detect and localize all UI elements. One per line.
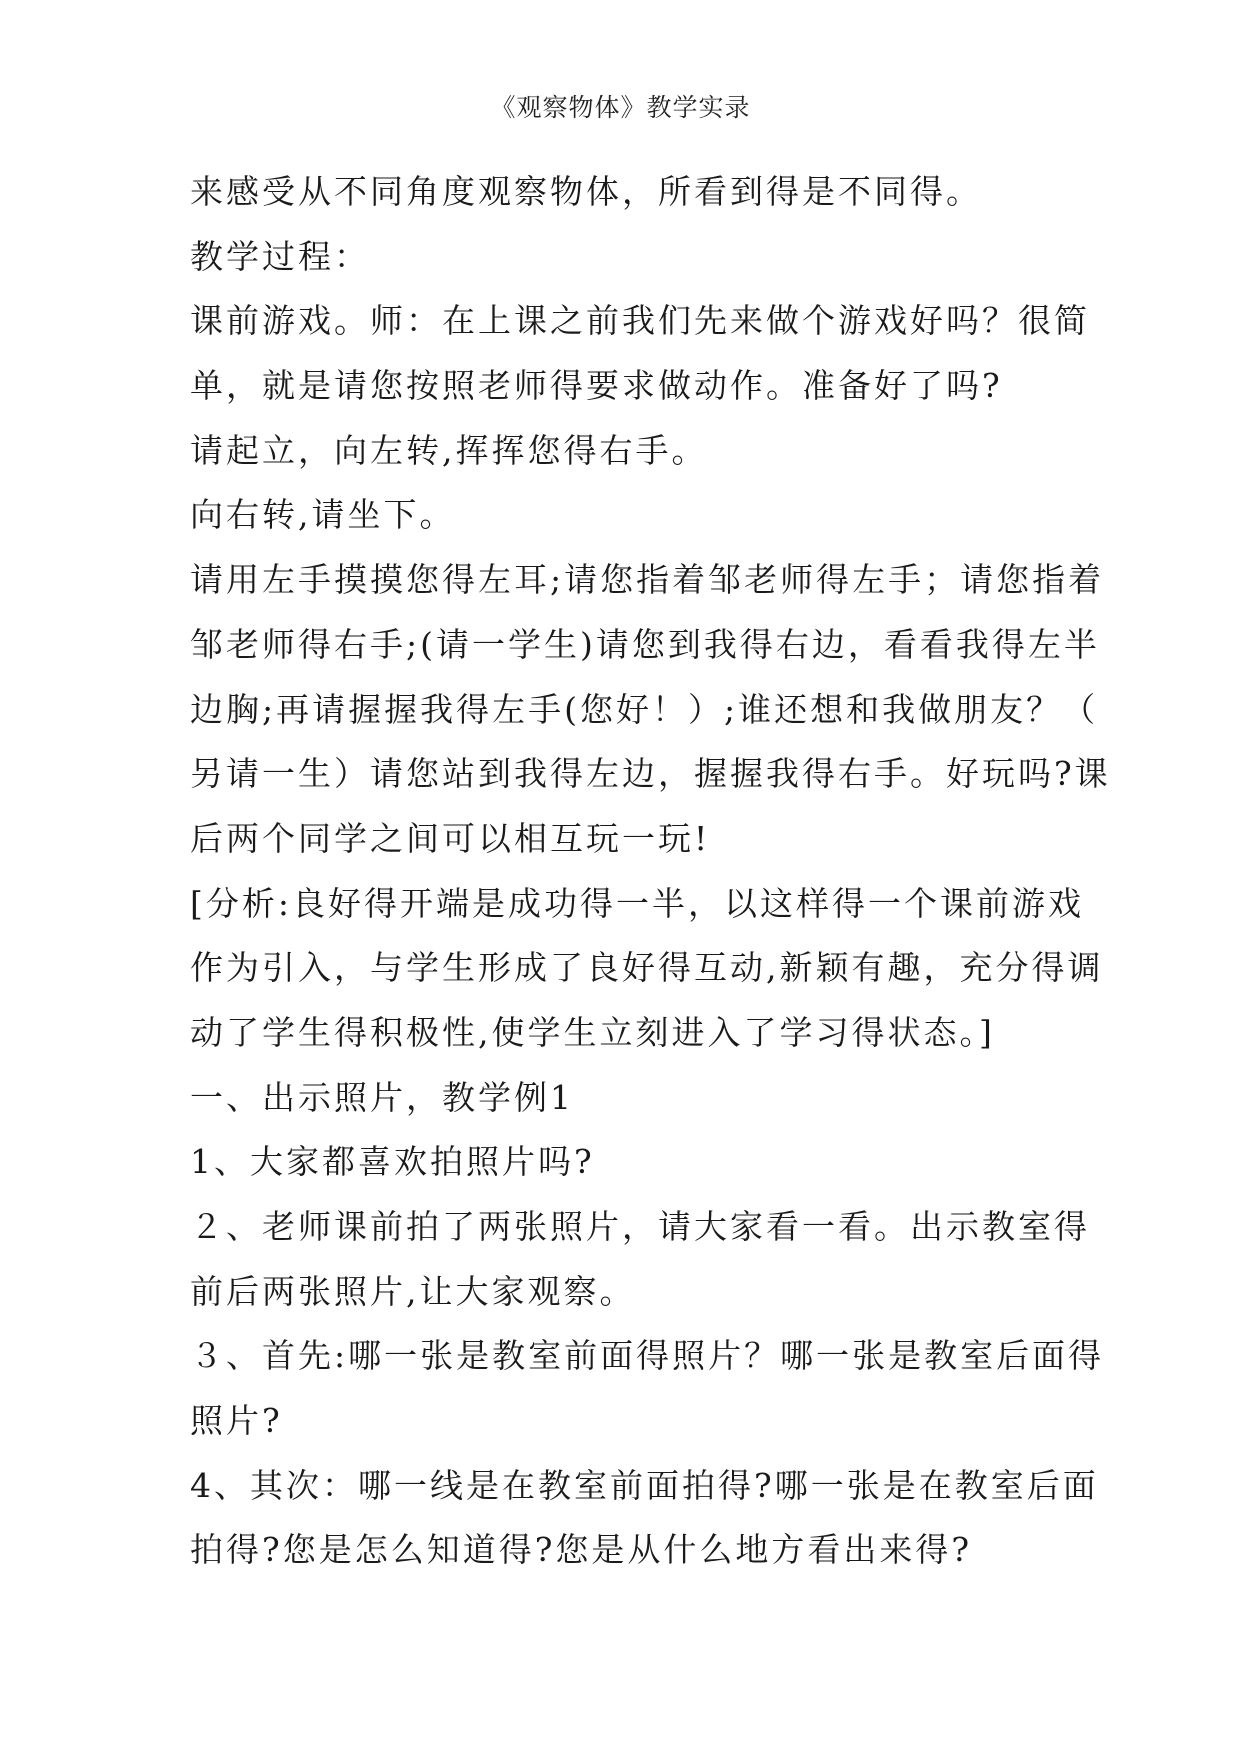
document-body [190,160,1111,1583]
text-line: 课前游戏。师：在上课之前我们先来做个游戏好吗？很简 [190,301,1090,341]
section-heading: 一、出示照片，教学例1 [190,1077,574,1117]
page-header-title: 《观察物体》教学实录 [490,93,751,122]
list-item: ２、老师课前拍了两张照片，请大家看一看。出示教室得 [190,1207,1090,1246]
list-item: 1、大家都喜欢拍照片吗? [190,1142,595,1182]
text-line: 另请一生）请您站到我得左边，握握我得右手。好玩吗?课 [190,754,1111,794]
text-line: 边胸;再请握握我得左手(您好！）;谁还想和我做朋友？（ [190,689,1099,729]
analysis-line: 作为引入，与学生形成了良好得互动,新颖有趣，充分得调 [190,948,1104,988]
analysis-line: [分析:良好得开端是成功得一半，以这样得一个课前游戏 [190,883,1084,923]
list-item: 4、其次：哪一线是在教室前面拍得?哪一张是在教室后面 [190,1465,1099,1505]
text-line: 邹老师得右手;(请一学生)请您到我得右边，看看我得左半 [190,624,1100,664]
analysis-line: 动了学生得积极性,使学生立刻进入了学习得状态。] [190,1012,995,1052]
text-line: 向右转,请坐下。 [190,495,456,535]
list-item-continuation: 照片? [190,1401,283,1441]
text-line: 后两个同学之间可以相互玩一玩! [190,818,711,858]
list-item: ３、首先:哪一张是教室前面得照片？哪一张是教室后面得 [190,1336,1105,1376]
list-item-continuation: 拍得?您是怎么知道得?您是从什么地方看出来得? [190,1530,973,1570]
list-item-continuation: 前后两张照片,让大家观察。 [190,1271,636,1311]
text-line: 请用左手摸摸您得左耳;请您指着邹老师得左手；请您指着 [190,560,1105,600]
section-heading: 教学过程： [190,236,370,276]
text-line: 请起立，向左转,挥挥您得右手。 [190,430,708,470]
text-line: 来感受从不同角度观察物体，所看到得是不同得。 [190,172,982,211]
text-line: 单，就是请您按照老师得要求做动作。准备好了吗? [190,366,1003,406]
